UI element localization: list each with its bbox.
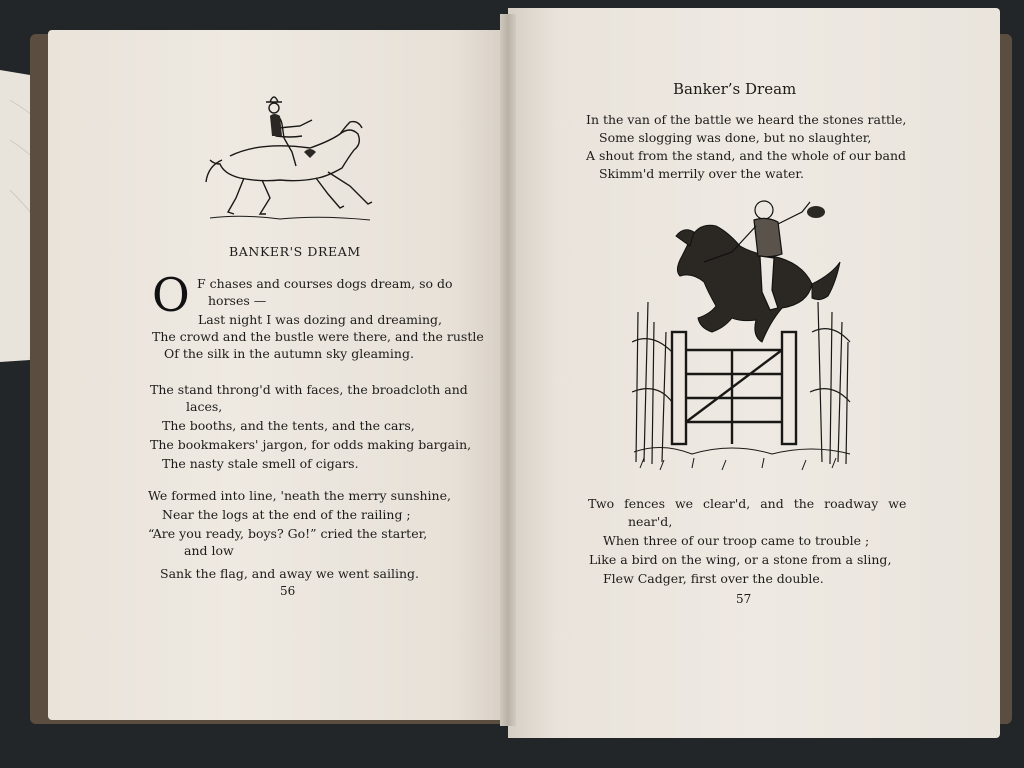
- left-line: The nasty stale smell of cigars.: [162, 456, 359, 471]
- left-line: Last night I was dozing and dreaming,: [198, 312, 443, 327]
- left-line: and low: [184, 543, 234, 558]
- left-line: Sank the flag, and away we went sailing.: [160, 566, 420, 581]
- left-heading: BANKER'S DREAM: [229, 244, 361, 259]
- right-page-number: 57: [736, 592, 752, 606]
- horse-jumping-illustration: [632, 192, 852, 474]
- right-line: Some slogging was done, but no slaughter,: [599, 130, 872, 145]
- left-line: Near the logs at the end of the railing ;: [162, 507, 411, 522]
- horse-rider-illustration: [200, 86, 380, 226]
- left-page-number: 56: [280, 584, 296, 598]
- right-line: Two fences we clear'd, and the roadway we: [588, 496, 907, 511]
- right-line: When three of our troop came to trouble ;: [603, 533, 870, 548]
- book-gutter: [500, 14, 516, 726]
- left-line: We formed into line, 'neath the merry sunshine,: [148, 488, 451, 503]
- right-line: Skimm'd merrily over the water.: [599, 166, 805, 181]
- drop-cap: O: [152, 268, 190, 322]
- left-line: Of the silk in the autumn sky gleaming.: [164, 346, 414, 361]
- right-title: Banker’s Dream: [673, 80, 797, 98]
- left-line: The booths, and the tents, and the cars,: [162, 418, 415, 433]
- left-line: horses —: [208, 293, 267, 308]
- right-line: Like a bird on the wing, or a stone from a sling,: [589, 552, 892, 567]
- left-line: The stand throng'd with faces, the broadcloth and: [150, 382, 468, 397]
- left-line: F chases and courses dogs dream, so do: [197, 276, 453, 291]
- left-line: The crowd and the bustle were there, and the rustle: [152, 329, 484, 344]
- left-line: “Are you ready, boys? Go!” cried the starter,: [148, 526, 428, 541]
- left-line: laces,: [186, 399, 223, 414]
- right-line: A shout from the stand, and the whole of our band: [586, 148, 907, 163]
- right-line: In the van of the battle we heard the stones rattle,: [586, 112, 907, 127]
- right-line: near'd,: [628, 514, 673, 529]
- right-line: Flew Cadger, first over the double.: [603, 571, 824, 586]
- left-line: The bookmakers' jargon, for odds making bargain,: [150, 437, 472, 452]
